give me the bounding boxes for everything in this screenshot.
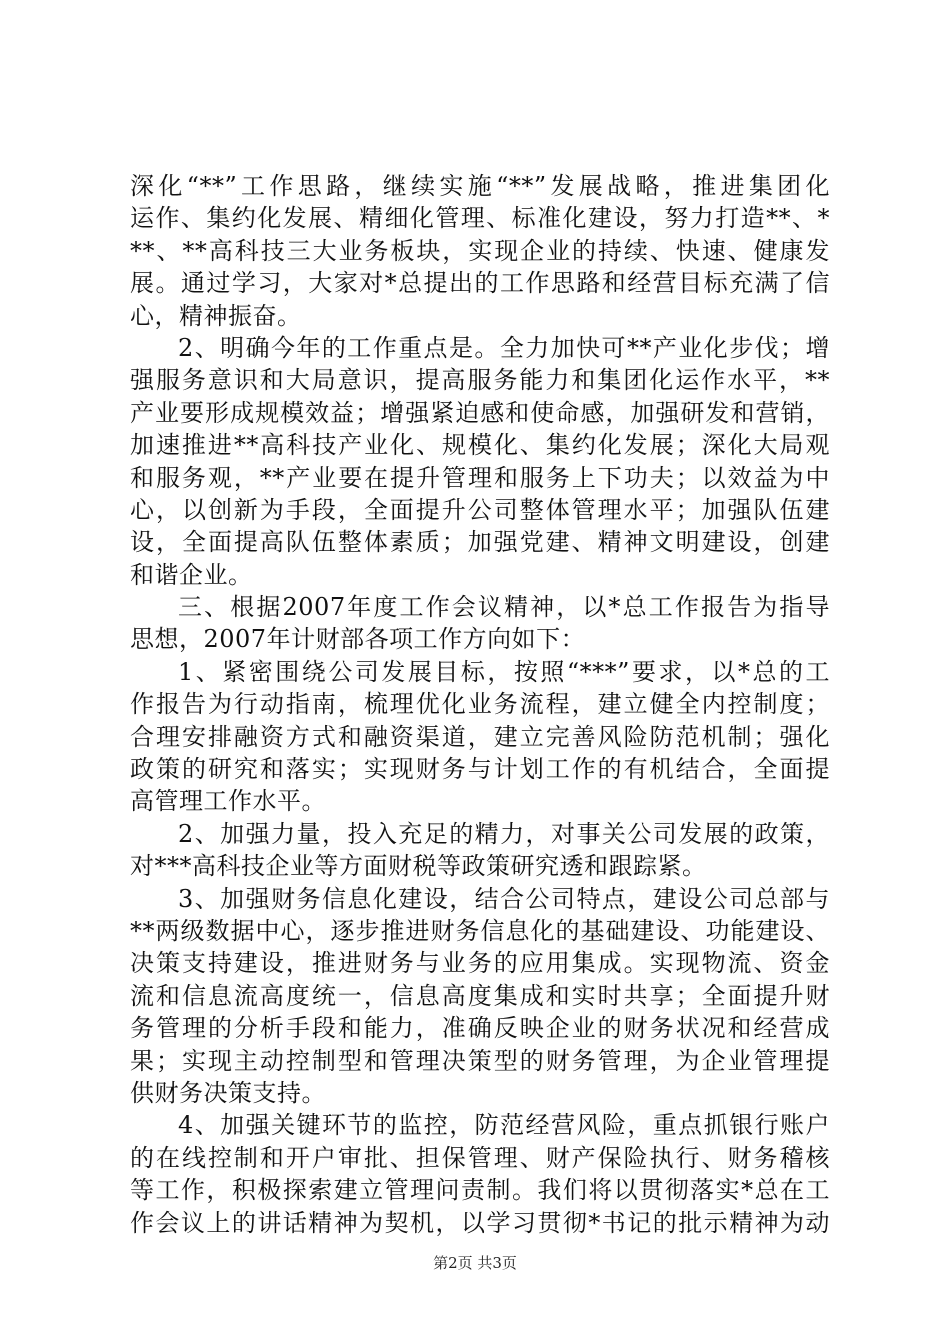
text-line: 运作、集约化发展、精细化管理、标准化建设，努力打造**、* <box>130 204 830 233</box>
text-line: 4、加强关键环节的监控，防范经营风险，重点抓银行账户 <box>178 1111 830 1140</box>
text-line: 务管理的分析手段和能力，准确反映企业的财务状况和经营成 <box>130 1014 830 1043</box>
text-line: 加速推进**高科技产业化、规模化、集约化发展；深化大局观 <box>130 431 830 460</box>
text-line: 1、紧密围绕公司发展目标，按照“***”要求，以*总的工 <box>178 657 830 686</box>
text-line: 和谐企业。 <box>130 560 253 589</box>
text-line: 产业要形成规模效益；增强紧迫感和使命感，加强研发和营销， <box>130 398 830 427</box>
text-line: 等工作，积极探索建立管理问责制。我们将以贯彻落实*总在工 <box>130 1176 830 1205</box>
text-line: **、**高科技三大业务板块，实现企业的持续、快速、健康发 <box>130 236 830 265</box>
text-line: 流和信息流高度统一，信息高度集成和实时共享；全面提升财 <box>130 981 830 1010</box>
text-line: 强服务意识和大局意识，提高服务能力和集团化运作水平，** <box>130 366 830 395</box>
document-body <box>130 170 830 1239</box>
text-line: **两级数据中心，逐步推进财务信息化的基础建设、功能建设、 <box>130 916 830 945</box>
text-line: 2、加强力量，投入充足的精力，对事关公司发展的政策， <box>178 819 830 848</box>
text-line: 3、加强财务信息化建设，结合公司特点，建设公司总部与 <box>178 884 830 913</box>
text-line: 心，以创新为手段，全面提升公司整体管理水平；加强队伍建 <box>130 495 830 524</box>
text-line: 设，全面提高队伍整体素质；加强党建、精神文明建设，创建 <box>130 528 830 557</box>
text-line: 2、明确今年的工作重点是。全力加快可**产业化步伐；增 <box>178 333 830 362</box>
text-line: 作会议上的讲话精神为契机，以学习贯彻*书记的批示精神为动 <box>130 1208 830 1237</box>
text-line: 展。通过学习，大家对*总提出的工作思路和经营目标充满了信 <box>130 269 830 298</box>
text-line: 决策支持建设，推进财务与业务的应用集成。实现物流、资金 <box>130 949 830 978</box>
text-line: 政策的研究和落实；实现财务与计划工作的有机结合，全面提 <box>130 755 830 784</box>
text-line: 的在线控制和开户审批、担保管理、财产保险执行、财务稽核 <box>130 1143 830 1172</box>
text-line: 对***高科技企业等方面财税等政策研究透和跟踪紧。 <box>130 852 707 881</box>
text-line: 供财务决策支持。 <box>130 1078 326 1107</box>
page-footer: 第2页 共3页 <box>433 1254 517 1272</box>
text-line: 深化“**”工作思路，继续实施“**”发展战略，推进集团化 <box>130 172 830 200</box>
text-line: 作报告为行动指南，梳理优化业务流程，建立健全内控制度； <box>130 690 830 719</box>
text-line: 高管理工作水平。 <box>130 787 326 816</box>
text-line: 合理安排融资方式和融资渠道，建立完善风险防范机制；强化 <box>130 722 830 751</box>
text-line: 思想，2007年计财部各项工作方向如下： <box>130 625 586 654</box>
text-line: 三、根据2007年度工作会议精神，以*总工作报告为指导 <box>178 593 830 622</box>
text-line: 心，精神振奋。 <box>130 301 302 330</box>
text-line: 和服务观，**产业要在提升管理和服务上下功夫；以效益为中 <box>130 463 830 492</box>
text-line: 果；实现主动控制型和管理决策型的财务管理，为企业管理提 <box>130 1046 830 1075</box>
